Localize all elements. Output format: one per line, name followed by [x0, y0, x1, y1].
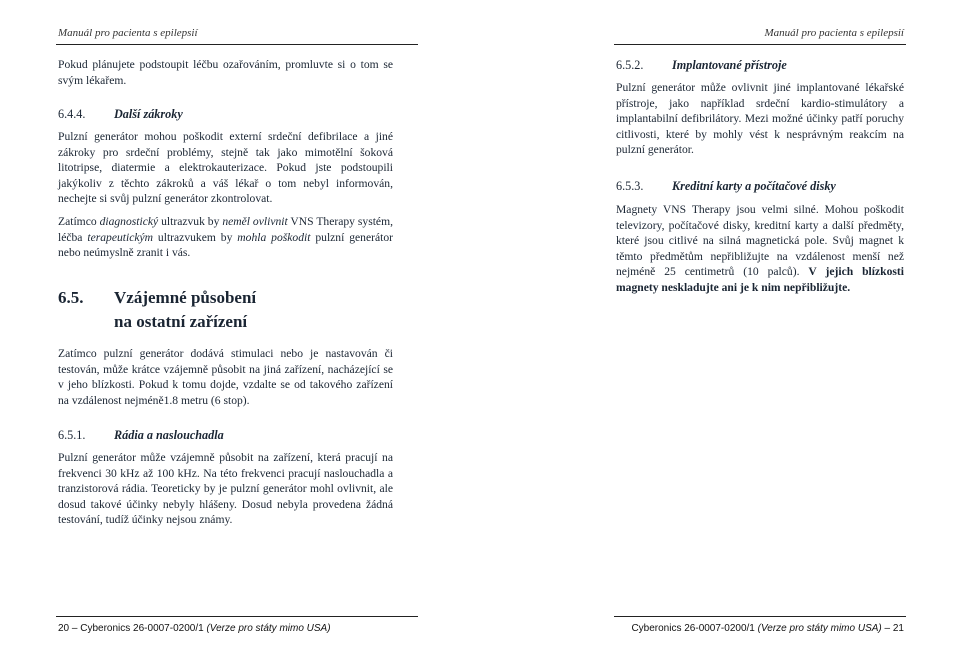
chapter-title-line2: na ostatní zařízení — [114, 312, 248, 331]
section-heading — [58, 106, 393, 122]
section-title: Kreditní karty a počítačové disky — [672, 179, 836, 193]
text-run: pulzní generátor nebo neúmyslně zranit i vás. — [58, 230, 393, 260]
section-number: 6.4.4. — [58, 107, 86, 121]
paragraph: Pulzní generátor může ovlivnit jiné implantované lékařské přístroje, jako například srdeční kardio-stimulátory a implantabilní defibrilátory. Mezi možné účinky patří poruchy citlivosti, které by mohly vést k nesprávným reakcím na pulzní generátor. — [616, 81, 904, 157]
section-6-5-3 — [616, 178, 904, 194]
chapter-heading — [58, 286, 393, 334]
running-header-right: Manuál pro pacienta s epilepsií — [764, 27, 904, 39]
paragraph — [616, 202, 904, 296]
section-heading — [616, 57, 904, 73]
intro-paragraph: Pokud plánujete podstoupit léčbu ozařováním, promluvte si o tom se svým lékařem. — [58, 58, 393, 87]
footer-rule-left — [56, 616, 418, 617]
section-6-5-2-body — [616, 80, 904, 158]
footer-left — [58, 623, 331, 634]
paragraph: Pulzní generátor mohou poškodit externí srdeční defibrilace a jiné zákroky pro srdeční problémy, stejně tak jako mimotělní šoková litotripse, diatermie a elektrokauterizace. Pokud jste podstoupili jakýkoliv z těchto zákroků a váš lékař o tom nebyl informován, nechejte si svůj pulzní generátor zkontrolovat. — [58, 130, 393, 206]
document-code: Cyberonics 26-0007-0200/1 — [631, 623, 755, 634]
section-6-4-4 — [58, 106, 393, 122]
bold-warning: V jejich blízkosti magnety neskladujte ani je k nim nepřibližujte. — [616, 265, 904, 294]
section-title: Další zákroky — [114, 107, 183, 121]
emphasis: mohla poškodit — [237, 230, 311, 244]
emphasis: diagnostický — [99, 215, 159, 228]
section-title: Implantované přístroje — [672, 58, 787, 72]
section-6-5 — [58, 286, 393, 334]
header-rule-left — [56, 44, 418, 45]
running-header-left: Manuál pro pacienta s epilepsií — [58, 27, 198, 39]
header-rule-right — [614, 44, 906, 45]
text-run: Zatímco — [58, 215, 100, 228]
emphasis: terapeutickým — [87, 230, 154, 244]
text-run: ultrazvuk by — [158, 215, 223, 228]
footer-rule-right — [614, 616, 906, 617]
right-page — [480, 0, 960, 665]
section-heading — [616, 178, 904, 194]
section-6-5-body — [58, 346, 393, 408]
emphasis: neměl ovlivnit — [222, 215, 288, 228]
text-run: VNS Therapy systém, léčba — [58, 215, 393, 244]
section-title: Rádia a naslouchadla — [114, 428, 224, 442]
section-6-5-1 — [58, 427, 393, 443]
section-number: 6.5.1. — [58, 428, 86, 442]
footer-right — [631, 623, 904, 634]
chapter-number: 6.5. — [58, 288, 84, 307]
document-code: Cyberonics 26-0007-0200/1 — [80, 623, 204, 634]
page-number: 21 — [892, 623, 904, 634]
section-number: 6.5.2. — [616, 58, 644, 72]
footer-note: (Verze pro státy mimo USA) — [206, 623, 331, 634]
section-heading — [58, 427, 393, 443]
section-6-4-4-body-2 — [58, 214, 393, 261]
section-number: 6.5.3. — [616, 179, 644, 193]
footer-note: (Verze pro státy mimo USA) — [757, 623, 882, 634]
section-6-5-3-body — [616, 202, 904, 296]
paragraph: Pulzní generátor může vzájemně působit na zařízení, která pracují na frekvenci 30 kHz až 100 kHz. Na této frekvenci pracují naslouchadla a tranzistorová rádia. Teoreticky by je pulzní generátor mohl ovlivnit, ale dosud takové účinky nebyly hlášeny. Dosud nebyla provedena žádná testování, tudíž účinky nejsou známy. — [58, 451, 393, 527]
section-6-5-2 — [616, 57, 904, 73]
text-run: ultrazvukem by — [153, 230, 238, 244]
intro-paragraph-block — [58, 57, 393, 88]
footer-dash: – — [71, 623, 78, 634]
paragraph — [58, 214, 393, 261]
chapter-title-line1: Vzájemné působení — [114, 288, 257, 307]
page-number: 20 — [58, 623, 70, 634]
text-run: Magnety VNS Therapy jsou velmi silné. Mohou poškodit televizory, počítačové disky, kreditní karty a další předměty, které jsou citlivé na silná magnetická pole. Svůj magnet k těmto předmětům nepřibližujte na vzdálenost menší než nejméně 25 centimetrů (10 palců). — [616, 203, 904, 279]
section-6-4-4-body — [58, 129, 393, 207]
paragraph: Zatímco pulzní generátor dodává stimulaci nebo je nastavován či testován, může krátce vzájemně působit na jiná zařízení, nacházející se v jeho blízkosti. Pokud k tomu dojde, vzdalte se od takového zařízení na vzdálenost nejméně1.8 metru (6 stop). — [58, 347, 393, 407]
section-6-5-1-body — [58, 450, 393, 528]
footer-dash: – — [884, 623, 891, 634]
